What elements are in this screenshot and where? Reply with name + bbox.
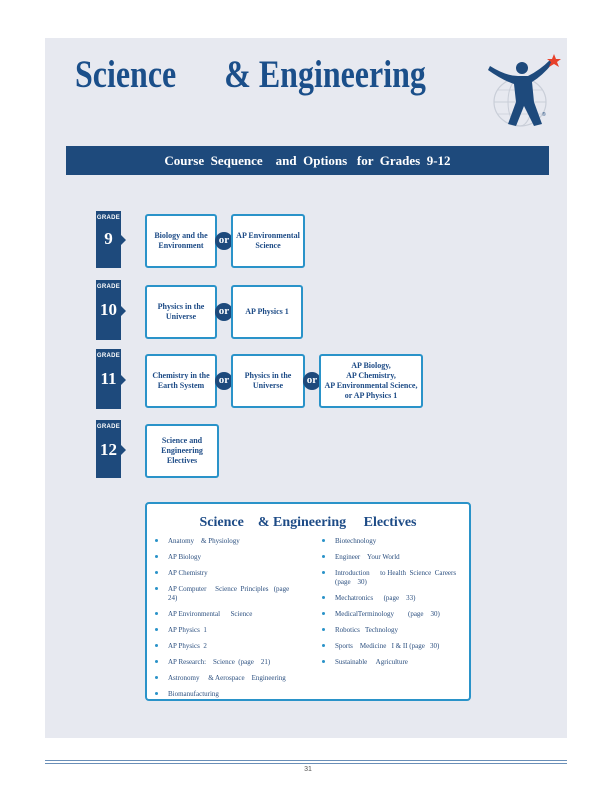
course-biology-environment: Biology and the Environment	[145, 214, 217, 268]
electives-box	[145, 502, 471, 701]
bullet-icon	[155, 660, 158, 663]
bullet-icon	[322, 596, 325, 599]
grade-number: 12	[100, 440, 117, 459]
bullet-icon	[155, 628, 158, 631]
elective-label: AP Biology	[168, 553, 201, 561]
elective-label: Sustainable Agriculture	[335, 658, 408, 666]
page-number: 31	[304, 766, 312, 773]
bullet-icon	[155, 612, 158, 615]
elective-label: Introduction to Health Science Careers (page 30)	[335, 569, 457, 586]
or-connector: or	[215, 232, 233, 250]
grade-number: 11	[100, 369, 117, 388]
grade-9-marker	[96, 211, 121, 268]
elective-item	[319, 626, 469, 635]
footer-rule	[45, 763, 567, 764]
electives-left-column	[152, 537, 302, 706]
grade-number: 10	[100, 300, 117, 319]
or-connector: or	[303, 372, 321, 390]
elective-item	[319, 642, 469, 651]
elective-item	[319, 553, 469, 562]
grade-label: GRADE	[96, 284, 121, 290]
elective-item	[319, 594, 469, 603]
elective-label: AP Physics 2	[168, 642, 207, 650]
course-sequence-banner: Course Sequence and Options for Grades 9-12	[66, 146, 549, 175]
course-chemistry-earth-system: Chemistry in the Earth System	[145, 354, 217, 408]
course-physics-in-the-universe: Physics in the Universe	[145, 285, 217, 339]
course-ap-environmental-science: AP Environmental Science	[231, 214, 305, 268]
elective-label: Mechatronics (page 33)	[335, 594, 416, 602]
elective-label: Astronomy & Aerospace Engineering	[168, 674, 286, 682]
elective-label: Engineer Your World	[335, 553, 400, 561]
elective-item	[152, 569, 302, 578]
bullet-icon	[155, 571, 158, 574]
elective-item	[319, 569, 469, 587]
bullet-icon	[155, 692, 158, 695]
elective-item	[319, 537, 469, 546]
elective-label: AP Research: Science (page 21)	[168, 658, 271, 666]
bullet-icon	[322, 644, 325, 647]
elective-label: AP Computer Science Principles (page 24)	[168, 585, 297, 602]
bullet-icon	[322, 539, 325, 542]
grade-label: GRADE	[96, 424, 121, 430]
bullet-icon	[322, 612, 325, 615]
course-ap-options: AP Biology, AP Chemistry, AP Environmental Science, or AP Physics 1	[319, 354, 423, 408]
footer-rule	[45, 760, 567, 761]
elective-item	[152, 626, 302, 635]
or-connector: or	[215, 303, 233, 321]
grade-12-marker	[96, 420, 121, 478]
bullet-icon	[322, 628, 325, 631]
elective-item	[319, 658, 469, 667]
elective-item	[319, 610, 469, 619]
course-science-engineering-electives: Science and Engineering Electives	[145, 424, 219, 478]
grade-label: GRADE	[96, 353, 121, 359]
page-title: Science & Engineering	[75, 53, 426, 96]
elective-label: Sports Medicine I & II (page 30)	[335, 642, 440, 650]
bullet-icon	[155, 539, 158, 542]
elective-item	[152, 690, 302, 699]
grade-number: 9	[104, 229, 113, 248]
elective-label: Robotics Technology	[335, 626, 398, 634]
elective-item	[152, 537, 302, 546]
grade-11-marker	[96, 349, 121, 409]
figure-with-star-logo-icon	[482, 46, 562, 132]
elective-label: Anatomy & Physiology	[168, 537, 240, 545]
or-connector: or	[215, 372, 233, 390]
elective-label: Biomanufacturing	[168, 690, 219, 698]
elective-item	[152, 658, 302, 667]
grade-label: GRADE	[96, 215, 121, 221]
electives-right-column	[319, 537, 469, 674]
course-ap-physics-1: AP Physics 1	[231, 285, 303, 339]
elective-label: AP Environmental Science	[168, 610, 253, 618]
bullet-icon	[155, 676, 158, 679]
elective-label: Biotechnology	[335, 537, 377, 545]
elective-label: AP Physics 1	[168, 626, 207, 634]
bullet-icon	[322, 660, 325, 663]
bullet-icon	[155, 644, 158, 647]
bullet-icon	[155, 587, 158, 590]
elective-item	[152, 585, 302, 603]
elective-item	[152, 553, 302, 562]
grade-10-marker	[96, 280, 121, 340]
elective-label: AP Chemistry	[168, 569, 208, 577]
elective-item	[152, 674, 302, 683]
bullet-icon	[322, 555, 325, 558]
bullet-icon	[322, 571, 325, 574]
course-physics-in-the-universe: Physics in the Universe	[231, 354, 305, 408]
elective-item	[152, 610, 302, 619]
elective-label: MedicalTerminology (page 30)	[335, 610, 440, 618]
svg-text:®: ®	[542, 112, 546, 118]
elective-item	[152, 642, 302, 651]
bullet-icon	[155, 555, 158, 558]
electives-title: Science & Engineering Electives	[199, 515, 417, 530]
